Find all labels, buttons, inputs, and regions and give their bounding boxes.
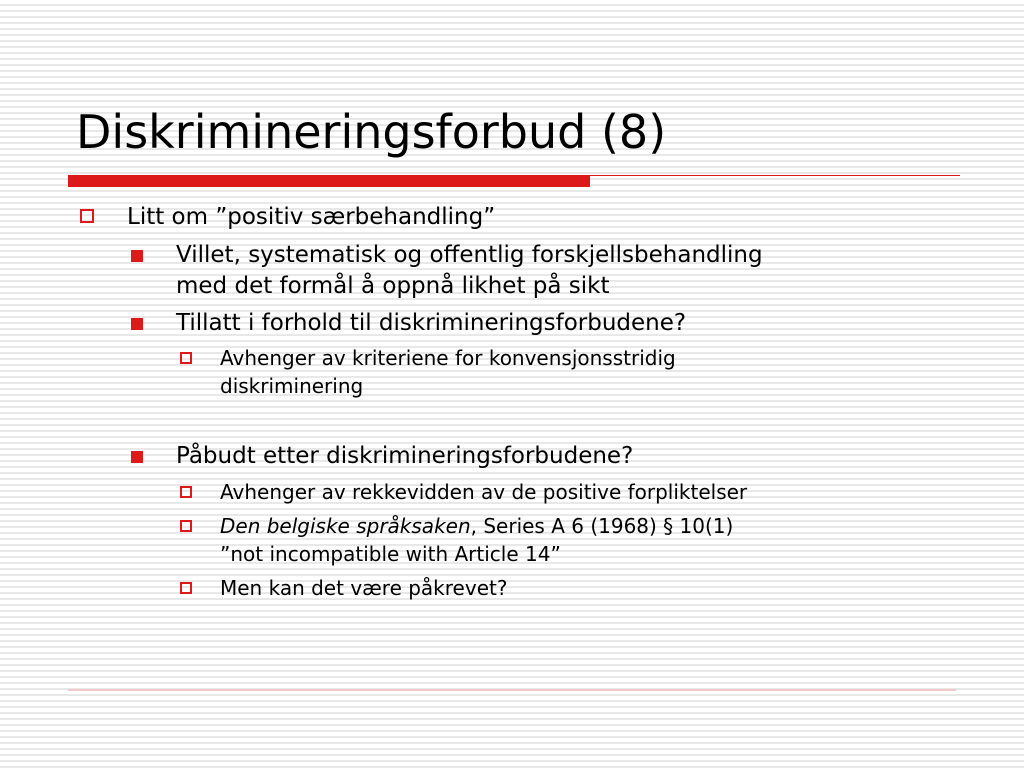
footer-rule xyxy=(68,689,956,691)
title-underline-thin xyxy=(590,175,960,176)
slide-title: Diskrimineringsforbud (8) xyxy=(76,105,667,159)
bullet-text: Men kan det være påkrevet? xyxy=(220,576,508,600)
title-underline-thick xyxy=(68,175,590,187)
solid-square-bullet-icon xyxy=(131,318,143,330)
bullet-text: Påbudt etter diskrimineringsforbudene? xyxy=(176,443,634,469)
solid-square-bullet-icon xyxy=(131,451,143,463)
bullet-text: Avhenger av rekkevidden av de positive forpliktelser xyxy=(220,480,748,504)
hollow-square-bullet-icon xyxy=(180,486,192,498)
bullet-text-line2: med det formål å oppnå likhet på sikt xyxy=(176,273,610,299)
solid-square-bullet-icon xyxy=(131,250,143,262)
case-citation: , Series A 6 (1968) § 10(1) xyxy=(470,514,734,538)
bullet-text-line1 xyxy=(220,513,733,540)
bullet-text: Tillatt i forhold til diskrimineringsforbudene? xyxy=(176,310,687,336)
hollow-square-bullet-icon xyxy=(180,520,192,532)
hollow-square-bullet-icon xyxy=(180,352,192,364)
bullet-text-line2: diskriminering xyxy=(220,374,364,398)
case-name-italic: Den belgiske språksaken xyxy=(220,514,471,538)
bullet-text-line2: ”not incompatible with Article 14” xyxy=(220,542,561,566)
hollow-square-bullet-icon xyxy=(180,582,192,594)
hollow-square-bullet-icon xyxy=(80,209,94,223)
bullet-text-line1: Avhenger av kriteriene for konvensjonsstridig xyxy=(220,346,676,370)
bullet-text: Litt om ”positiv særbehandling” xyxy=(127,204,496,230)
bullet-text-line1: Villet, systematisk og offentlig forskjellsbehandling xyxy=(176,242,763,268)
